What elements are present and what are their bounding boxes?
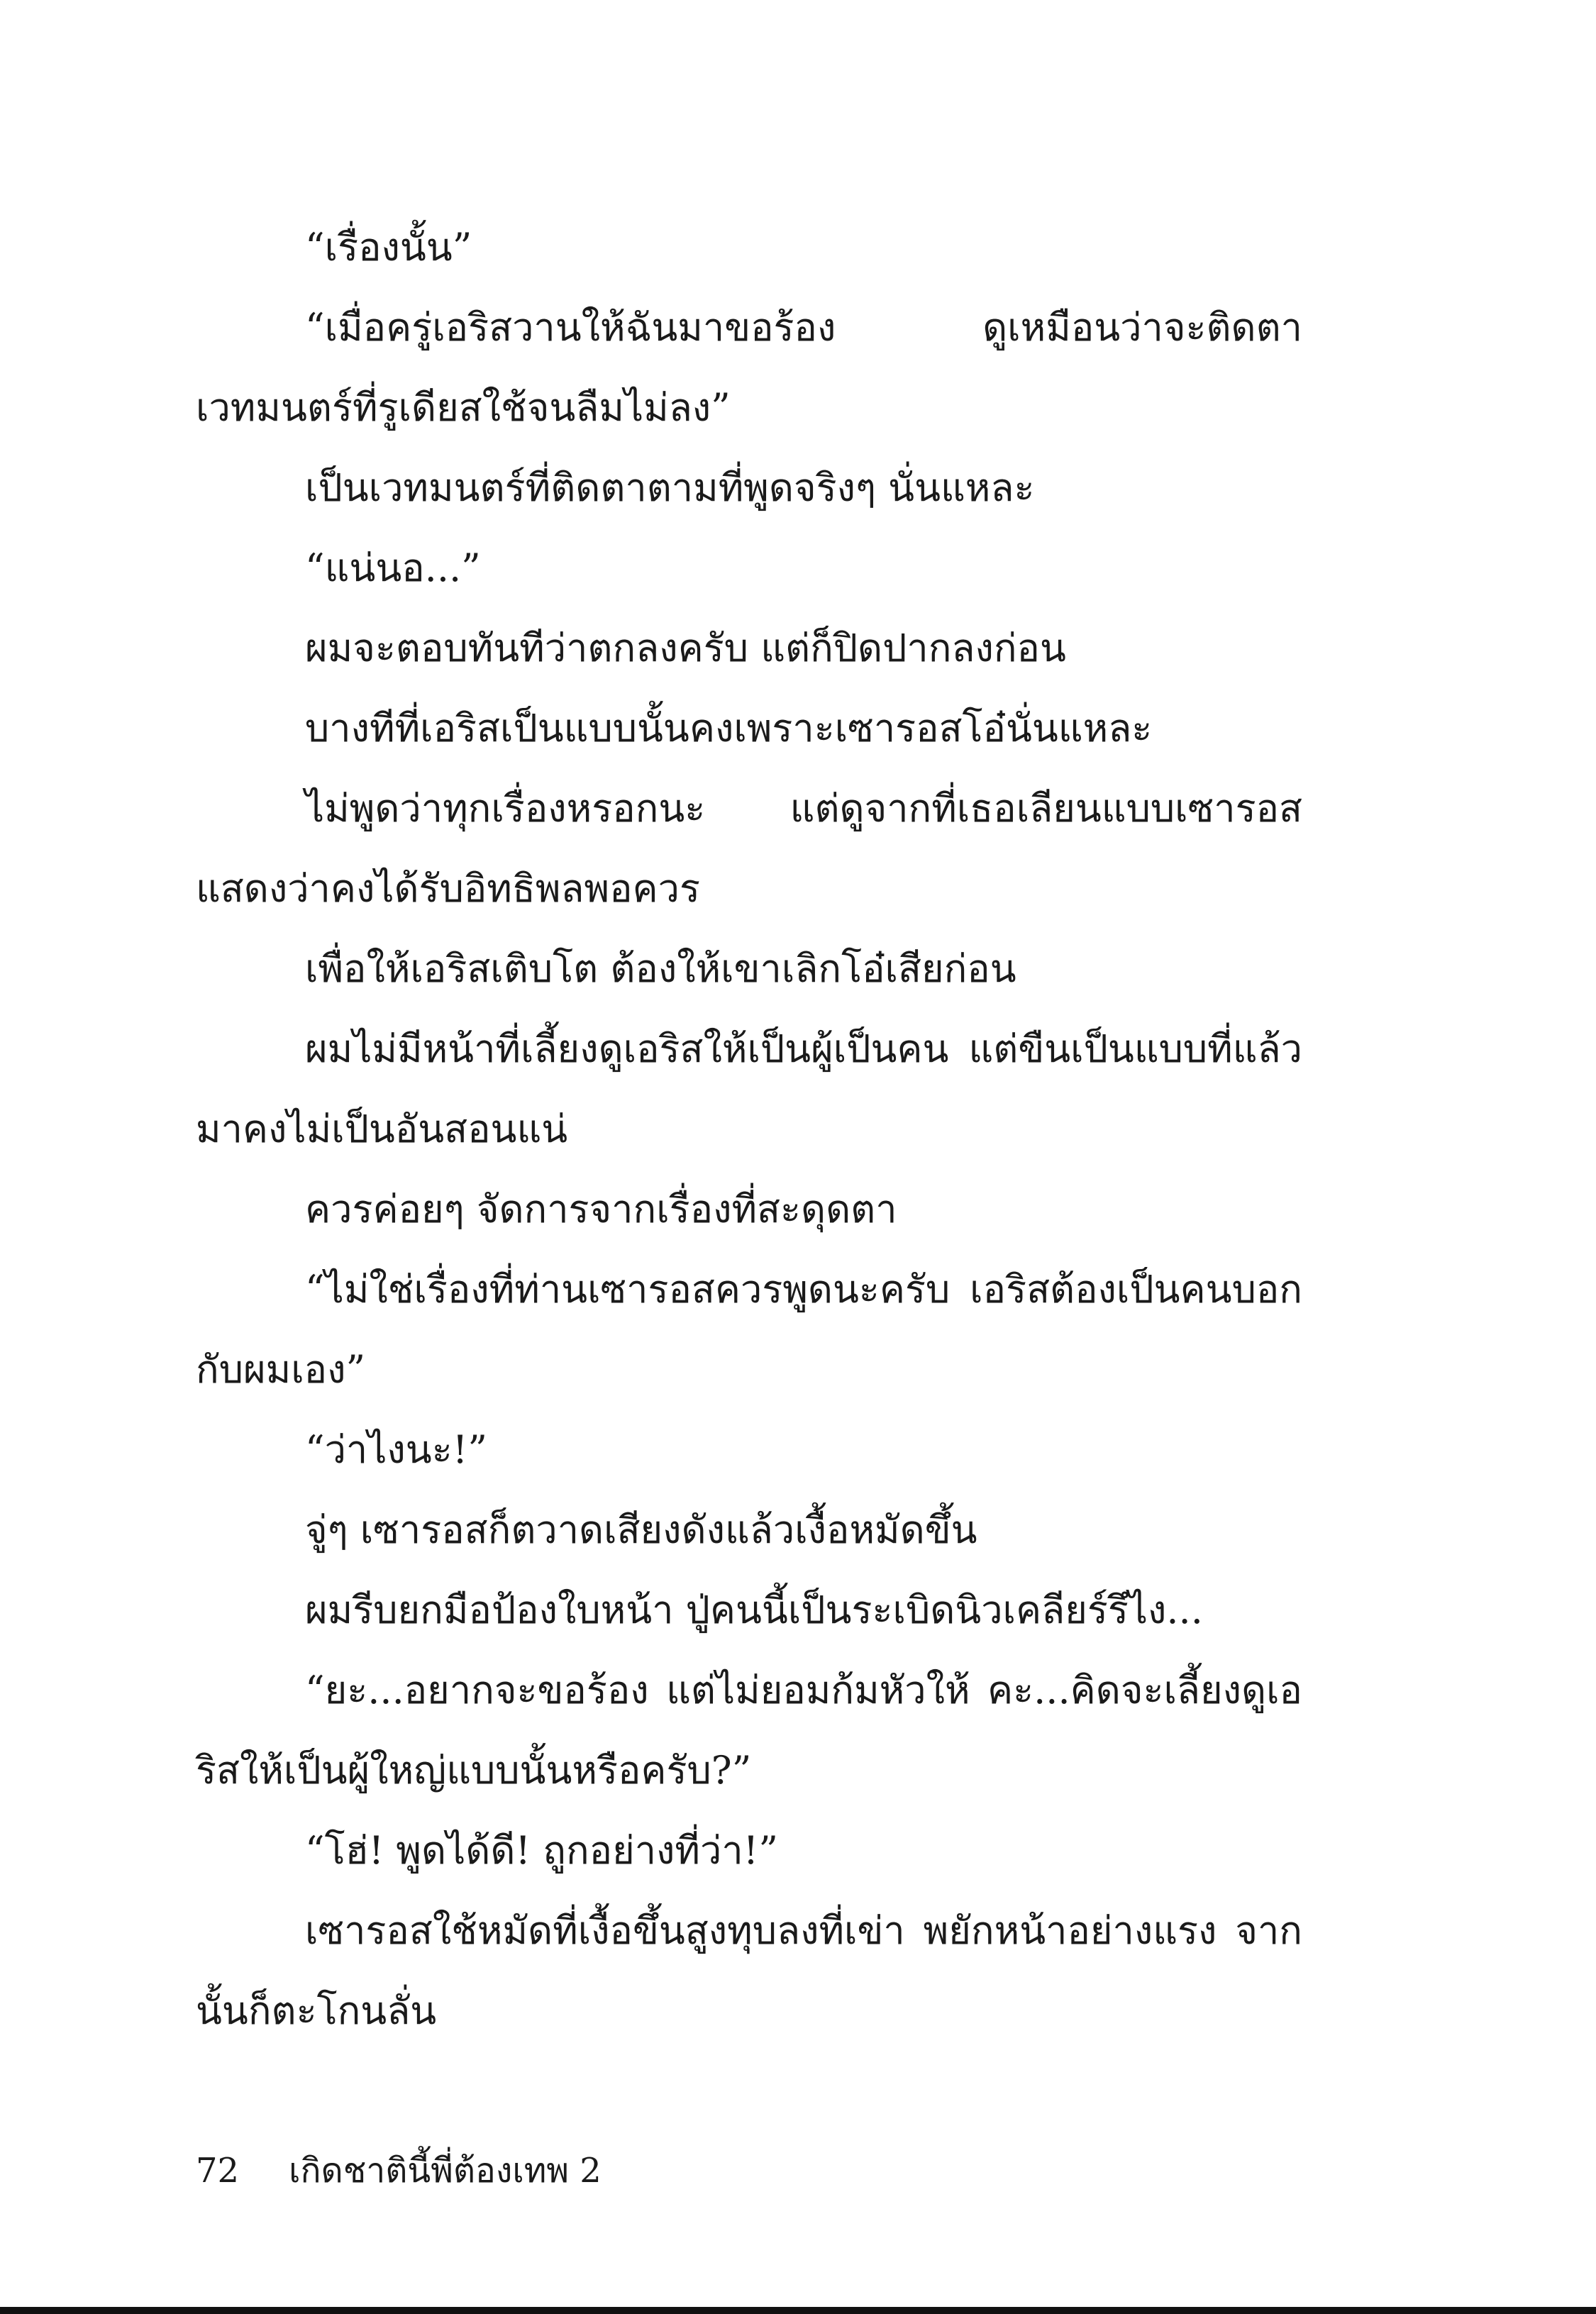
paragraph: “ว่าไงนะ!”	[305, 1427, 488, 1472]
paragraph: “แน่นอ...”	[305, 546, 481, 590]
paragraph: “โฮ่! พูดได้ดี! ถูกอย่างที่ว่า!”	[305, 1828, 778, 1873]
page-footer	[196, 2149, 602, 2192]
paragraph: ควรค่อยๆ จัดการจากเรื่องที่สะดุดตา	[305, 1187, 897, 1231]
page-number: 72	[196, 2151, 240, 2191]
paragraph: “ยะ...อยากจะขอร้อง แต่ไม่ยอมก้มหัวให้ คะ...คิดจะเลี้ยงดูเอริสให้เป็นผู้ใหญ่แบบนั้นหรือครับ?”	[196, 1668, 1302, 1793]
paragraph: “ไม่ใช่เรื่องที่ท่านเซารอสควรพูดนะครับ เอริสต้องเป็นคนบอกกับผมเอง”	[196, 1267, 1302, 1392]
paragraph: ผมจะตอบทันทีว่าตกลงครับ แต่ก็ปิดปากลงก่อน	[305, 626, 1066, 670]
book-title: เกิดชาตินี้พี่ต้องเทพ 2	[289, 2151, 602, 2191]
paragraph: “เมื่อครู่เอริสวานให้ฉันมาขอร้อง ดูเหมือนว่าจะติดตาเวทมนตร์ที่รูเดียสใช้จนลืมไม่ลง”	[196, 305, 1302, 430]
paragraph: จู่ๆ เซารอสก็ตวาดเสียงดังแล้วเงื้อหมัดขึ้น	[305, 1507, 977, 1552]
paragraph: บางทีที่เอริสเป็นแบบนั้นคงเพราะเซารอสโอ๋นั่นแหละ	[305, 706, 1153, 751]
body-text	[196, 207, 1302, 2051]
paragraph: ไม่พูดว่าทุกเรื่องหรอกนะ แต่ดูจากที่เธอเลียนแบบเซารอส แสดงว่าคงได้รับอิทธิพลพอควร	[196, 786, 1302, 911]
paragraph: เซารอสใช้หมัดที่เงื้อขึ้นสูงทุบลงที่เข่า พยักหน้าอย่างแรง จากนั้นก็ตะโกนลั่น	[196, 1908, 1302, 2033]
paragraph: ผมไม่มีหน้าที่เลี้ยงดูเอริสให้เป็นผู้เป็นคน แต่ขืนเป็นแบบที่แล้วมาคงไม่เป็นอันสอนแน่	[196, 1026, 1302, 1151]
paragraph: เป็นเวทมนตร์ที่ติดตาตามที่พูดจริงๆ นั่นแหละ	[305, 465, 1035, 510]
paragraph: เพื่อให้เอริสเติบโต ต้องให้เขาเลิกโอ๋เสียก่อน	[305, 946, 1016, 991]
paragraph: ผมรีบยกมือป้องใบหน้า ปู่คนนี้เป็นระเบิดนิวเคลียร์รึไง...	[305, 1588, 1203, 1632]
bottom-border	[0, 2307, 1596, 2314]
paragraph: “เรื่องนั้น”	[305, 225, 472, 270]
